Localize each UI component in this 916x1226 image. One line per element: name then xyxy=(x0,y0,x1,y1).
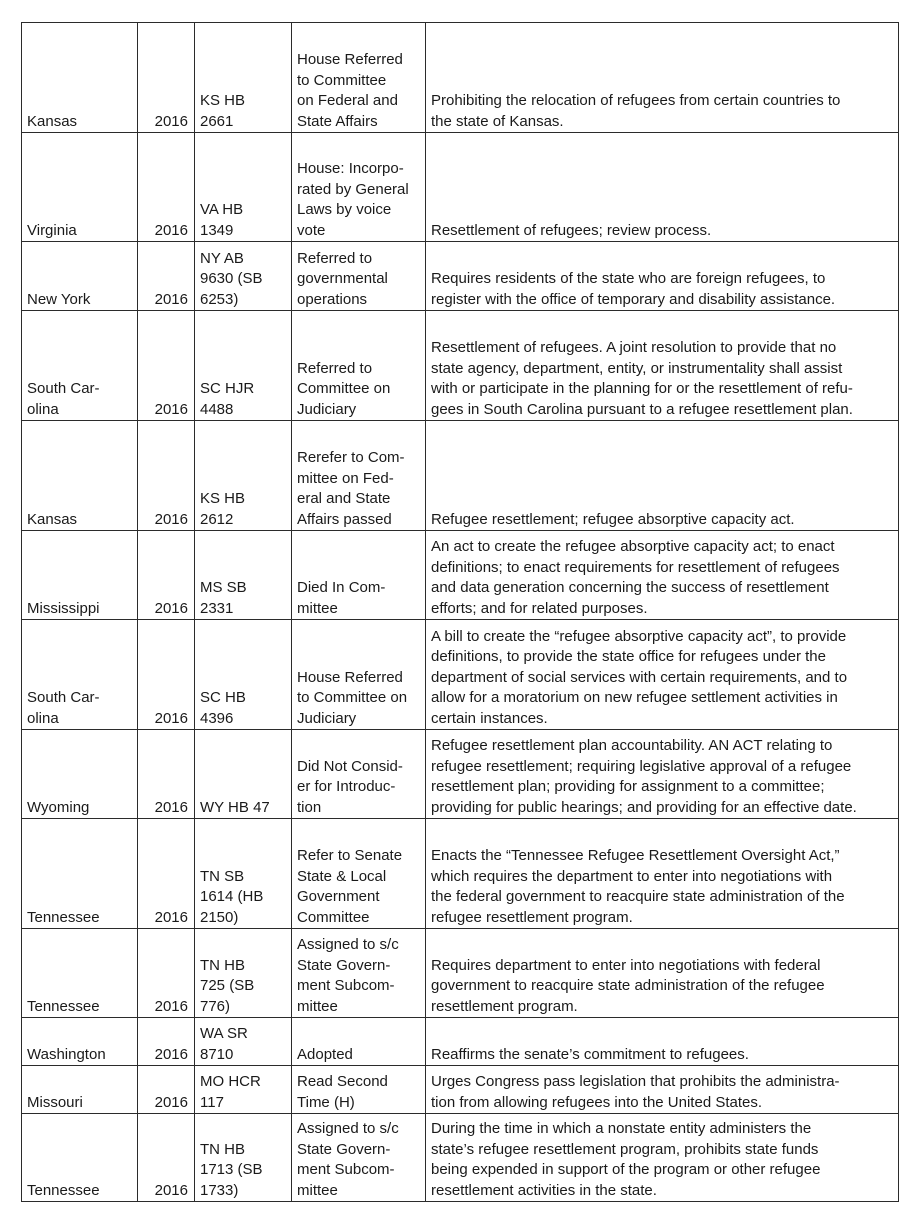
state-cell: Mississippi xyxy=(22,531,138,620)
state-cell: South Car- olina xyxy=(22,311,138,421)
status-cell: Referred to governmental operations xyxy=(292,242,426,311)
table-row xyxy=(22,242,899,311)
year-cell: 2016 xyxy=(138,242,195,311)
status-cell: House Referred to Committee on Federal and State Affairs xyxy=(292,23,426,133)
bill-cell: TN SB 1614 (HB 2150) xyxy=(195,819,292,929)
status-cell: House Referred to Committee on Judiciary xyxy=(292,620,426,730)
bill-cell: MS SB 2331 xyxy=(195,531,292,620)
year-cell: 2016 xyxy=(138,23,195,133)
year-cell: 2016 xyxy=(138,819,195,929)
description-cell: Requires residents of the state who are foreign refugees, to register with the office of temporary and disability assistance. xyxy=(426,242,899,311)
status-cell: Rerefer to Com- mittee on Fed- eral and State Affairs passed xyxy=(292,421,426,531)
status-cell: Referred to Committee on Judiciary xyxy=(292,311,426,421)
year-cell: 2016 xyxy=(138,620,195,730)
table-body xyxy=(22,23,899,1202)
year-cell: 2016 xyxy=(138,531,195,620)
bill-cell: KS HB 2661 xyxy=(195,23,292,133)
description-cell: Urges Congress pass legislation that prohibits the administra- tion from allowing refugees into the United States. xyxy=(426,1066,899,1114)
state-cell: Tennessee xyxy=(22,1114,138,1202)
table-row xyxy=(22,1114,899,1202)
bill-cell: TN HB 1713 (SB 1733) xyxy=(195,1114,292,1202)
year-cell: 2016 xyxy=(138,421,195,531)
state-cell: Tennessee xyxy=(22,819,138,929)
bill-cell: MO HCR 117 xyxy=(195,1066,292,1114)
description-cell: Resettlement of refugees; review process. xyxy=(426,133,899,242)
bill-cell: KS HB 2612 xyxy=(195,421,292,531)
bill-cell: VA HB 1349 xyxy=(195,133,292,242)
status-cell: Read Second Time (H) xyxy=(292,1066,426,1114)
table-row xyxy=(22,531,899,620)
year-cell: 2016 xyxy=(138,929,195,1018)
table-row xyxy=(22,421,899,531)
table-row xyxy=(22,133,899,242)
state-cell: Missouri xyxy=(22,1066,138,1114)
year-cell: 2016 xyxy=(138,730,195,819)
state-cell: Virginia xyxy=(22,133,138,242)
bill-cell: NY AB 9630 (SB 6253) xyxy=(195,242,292,311)
description-cell: Reaffirms the senate’s commitment to refugees. xyxy=(426,1018,899,1066)
state-cell: Kansas xyxy=(22,421,138,531)
description-cell: An act to create the refugee absorptive capacity act; to enact definitions; to enact requirements for resettlement of refugees and data generation concerning the success of resettlement efforts; and for related purposes. xyxy=(426,531,899,620)
year-cell: 2016 xyxy=(138,1018,195,1066)
state-cell: Kansas xyxy=(22,23,138,133)
description-cell: Resettlement of refugees. A joint resolution to provide that no state agency, department, entity, or instrumentality shall assist with or participate in the planning for or the resettlement of refu- gees in South Carolina pursuant to a refugee resettlement plan. xyxy=(426,311,899,421)
state-cell: New York xyxy=(22,242,138,311)
table-row xyxy=(22,311,899,421)
status-cell: Assigned to s/c State Govern- ment Subcom- mittee xyxy=(292,1114,426,1202)
table-row xyxy=(22,23,899,133)
description-cell: Refugee resettlement; refugee absorptive capacity act. xyxy=(426,421,899,531)
description-cell: Requires department to enter into negotiations with federal government to reacquire state administration of the refugee resettlement program. xyxy=(426,929,899,1018)
description-cell: A bill to create the “refugee absorptive capacity act”, to provide definitions, to provide the state office for refugees under the department of social services with certain requirements, and to allow for a moratorium on new refugee settlement activities in certain instances. xyxy=(426,620,899,730)
table-row xyxy=(22,819,899,929)
status-cell: Died In Com- mittee xyxy=(292,531,426,620)
bill-cell: TN HB 725 (SB 776) xyxy=(195,929,292,1018)
status-cell: Adopted xyxy=(292,1018,426,1066)
state-cell: Tennessee xyxy=(22,929,138,1018)
description-cell: During the time in which a nonstate entity administers the state’s refugee resettlement program, prohibits state funds being expended in support of the program or other refugee resettlement activities in the state. xyxy=(426,1114,899,1202)
status-cell: Refer to Senate State & Local Government Committee xyxy=(292,819,426,929)
status-cell: House: Incorpo- rated by General Laws by voice vote xyxy=(292,133,426,242)
bill-cell: SC HB 4396 xyxy=(195,620,292,730)
description-cell: Enacts the “Tennessee Refugee Resettlement Oversight Act,” which requires the department to enter into negotiations with the federal government to reacquire state administration of the refugee resettlement program. xyxy=(426,819,899,929)
bill-cell: WA SR 8710 xyxy=(195,1018,292,1066)
state-cell: Washington xyxy=(22,1018,138,1066)
state-cell: South Car- olina xyxy=(22,620,138,730)
table-row xyxy=(22,620,899,730)
year-cell: 2016 xyxy=(138,133,195,242)
table-row xyxy=(22,1018,899,1066)
year-cell: 2016 xyxy=(138,1114,195,1202)
table-row xyxy=(22,730,899,819)
state-cell: Wyoming xyxy=(22,730,138,819)
table-row xyxy=(22,929,899,1018)
status-cell: Did Not Consid- er for Introduc- tion xyxy=(292,730,426,819)
bill-cell: WY HB 47 xyxy=(195,730,292,819)
table-row xyxy=(22,1066,899,1114)
year-cell: 2016 xyxy=(138,311,195,421)
bill-cell: SC HJR 4488 xyxy=(195,311,292,421)
legislation-table xyxy=(21,22,899,1202)
description-cell: Prohibiting the relocation of refugees from certain countries to the state of Kansas. xyxy=(426,23,899,133)
year-cell: 2016 xyxy=(138,1066,195,1114)
description-cell: Refugee resettlement plan accountability. AN ACT relating to refugee resettlement; requiring legislative approval of a refugee resettlement plan; providing for assignment to a committee; providing for public hearings; and providing for an effective date. xyxy=(426,730,899,819)
status-cell: Assigned to s/c State Govern- ment Subcom- mittee xyxy=(292,929,426,1018)
